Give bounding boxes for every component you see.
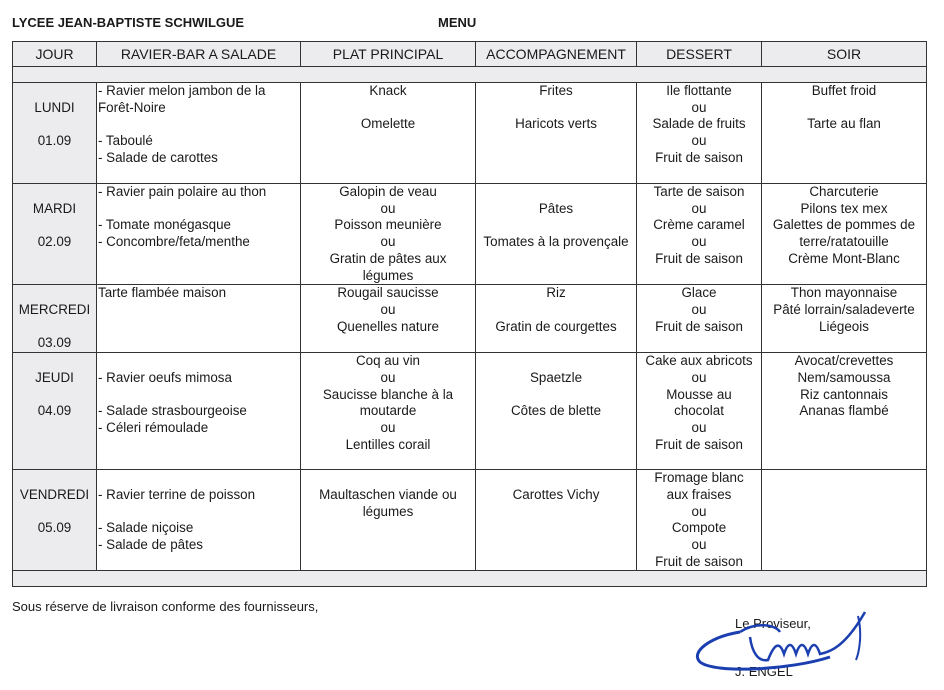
ravier-cell [97, 353, 301, 470]
plat-line: Rougail saucisse [337, 285, 439, 301]
soir-line: Tarte au flan [807, 116, 881, 132]
ravier-line: - Ravier terrine de poisson [98, 486, 256, 502]
ravier-cell [97, 184, 301, 285]
soir-cell [762, 285, 927, 353]
plat-cell [301, 285, 476, 353]
plat-line: ou [380, 420, 396, 436]
signatory-name: J. ENGEL [735, 664, 793, 679]
ravier-line: - Salade strasbourgeoise [98, 403, 247, 419]
dessert-cell [637, 83, 762, 184]
accomp-line: Tomates à la provençale [483, 234, 629, 250]
dessert-line: Fruit de saison [655, 149, 743, 165]
day-date: 04.09 [37, 403, 72, 419]
accomp-cell [476, 184, 637, 285]
day-row [13, 184, 927, 285]
dessert-line: Fromage blanc [654, 470, 744, 486]
ravier-cell [97, 470, 301, 571]
ravier-line: Forêt-Noire [98, 99, 166, 115]
supply-note: Sous réserve de livraison conforme des fournisseurs, [12, 599, 319, 614]
plat-line: légumes [362, 267, 414, 283]
day-name: MARDI [32, 200, 77, 216]
plat-cell [301, 83, 476, 184]
ravier-line: - Ravier melon jambon de la [98, 83, 266, 98]
spacer-row [13, 571, 927, 587]
plat-cell [301, 470, 476, 571]
plat-line: ou [380, 301, 396, 317]
dessert-cell [637, 184, 762, 285]
accomp-line: Haricots verts [515, 116, 597, 132]
column-header: DESSERT [637, 42, 762, 67]
day-date: 05.09 [37, 520, 72, 536]
soir-line: Avocat/crevettes [794, 353, 894, 369]
plat-line: Lentilles corail [345, 436, 431, 452]
soir-line: Pilons tex mex [800, 200, 888, 216]
day-cell [13, 353, 97, 470]
dessert-line: Crème caramel [653, 217, 745, 233]
soir-line: Charcuterie [809, 184, 879, 199]
dessert-line: Fruit de saison [655, 553, 743, 569]
soir-line: Galettes de pommes de [772, 217, 916, 233]
plat-line: ou [380, 234, 396, 250]
dessert-line: Glace [681, 285, 717, 301]
dessert-line: ou [691, 369, 707, 385]
signatory-title: Le Proviseur, [735, 616, 811, 631]
dessert-line: Mousse au [666, 386, 732, 402]
ravier-line: - Ravier pain polaire au thon [98, 184, 267, 199]
plat-line: légumes [362, 503, 414, 519]
dessert-cell [637, 285, 762, 353]
plat-line: moutarde [359, 403, 417, 419]
dessert-cell [637, 470, 762, 571]
ravier-line: - Salade niçoise [98, 520, 194, 536]
day-date: 03.09 [37, 335, 72, 351]
dessert-line: Fruit de saison [655, 436, 743, 452]
dessert-line: Ile flottante [666, 83, 732, 98]
column-header: ACCOMPAGNEMENT [476, 42, 637, 67]
signature-image [680, 602, 880, 682]
ravier-line: - Tomate monégasque [98, 217, 231, 233]
dessert-line: Cake aux abricots [645, 353, 753, 369]
column-header: RAVIER-BAR A SALADE [97, 42, 301, 67]
school-name: LYCEE JEAN-BAPTISTE SCHWILGUE [12, 15, 245, 30]
plat-line: Saucisse blanche à la [322, 386, 454, 402]
accomp-line: Riz [546, 285, 566, 301]
soir-line: Nem/samoussa [797, 369, 891, 385]
day-row [13, 285, 927, 353]
ravier-line: - Ravier oeufs mimosa [98, 369, 232, 385]
accomp-cell [476, 83, 637, 184]
day-name: LUNDI [34, 99, 75, 115]
soir-line: Ananas flambé [799, 403, 889, 419]
plat-line: ou [380, 369, 396, 385]
dessert-line: ou [691, 503, 707, 519]
header-row [13, 42, 927, 67]
ravier-cell [97, 83, 301, 184]
ravier-line: - Salade de pâtes [98, 537, 203, 552]
day-row [13, 470, 927, 571]
soir-line: Liégeois [819, 318, 869, 334]
soir-line: Buffet froid [811, 83, 877, 98]
ravier-line: - Céleri rémoulade [98, 420, 209, 435]
dessert-line: Compote [671, 520, 727, 536]
plat-line: Gratin de pâtes aux [329, 250, 447, 266]
spacer-row [13, 67, 927, 83]
dessert-line: ou [691, 133, 707, 149]
plat-line: ou [380, 200, 396, 216]
dessert-line: ou [691, 234, 707, 250]
menu-title: MENU [438, 15, 477, 30]
accomp-line: Frites [539, 83, 573, 98]
day-cell [13, 470, 97, 571]
plat-line: Maultaschen viande ou [319, 486, 457, 502]
soir-line: terre/ratatouille [799, 234, 889, 250]
ravier-cell [97, 285, 301, 353]
accomp-cell [476, 470, 637, 571]
accomp-cell [476, 353, 637, 470]
column-header: PLAT PRINCIPAL [301, 42, 476, 67]
dessert-line: ou [691, 301, 707, 317]
soir-line: Pâté lorrain/saladeverte [773, 301, 915, 317]
plat-cell [301, 184, 476, 285]
ravier-line: Tarte flambée maison [98, 285, 227, 301]
ravier-line: - Taboulé [98, 133, 153, 149]
soir-line: Riz cantonnais [800, 386, 888, 402]
day-cell [13, 83, 97, 184]
day-date: 01.09 [37, 133, 72, 149]
accomp-line: Carottes Vichy [512, 486, 600, 502]
ravier-line: - Concombre/feta/menthe [98, 234, 250, 250]
day-name: JEUDI [35, 369, 74, 385]
accomp-line: Spaetzle [529, 369, 583, 385]
soir-line: Thon mayonnaise [790, 285, 898, 301]
day-name: MERCREDI [18, 301, 91, 317]
plat-line: Knack [369, 83, 407, 98]
soir-cell [762, 184, 927, 285]
plat-line: Galopin de veau [339, 184, 437, 199]
dessert-line: ou [691, 420, 707, 436]
plat-line: Coq au vin [355, 353, 421, 369]
plat-line: Omelette [360, 116, 416, 132]
ravier-line: - Salade de carottes [98, 149, 218, 165]
accomp-line: Côtes de blette [510, 403, 602, 419]
accomp-line: Pâtes [538, 200, 574, 216]
dessert-cell [637, 353, 762, 470]
dessert-line: Fruit de saison [655, 318, 743, 334]
accomp-cell [476, 285, 637, 353]
menu-table [12, 41, 927, 587]
plat-line: Poisson meunière [334, 217, 442, 233]
dessert-line: ou [691, 99, 707, 115]
day-row [13, 83, 927, 184]
day-cell [13, 285, 97, 353]
dessert-line: Tarte de saison [653, 184, 745, 199]
day-date: 02.09 [37, 234, 72, 250]
day-name: VENDREDI [19, 486, 90, 502]
column-header: JOUR [13, 42, 97, 67]
accomp-line: Gratin de courgettes [495, 318, 617, 334]
soir-cell [762, 83, 927, 184]
dessert-line: ou [691, 200, 707, 216]
dessert-line: ou [691, 537, 707, 553]
dessert-line: chocolat [674, 403, 724, 419]
plat-line: Quenelles nature [337, 318, 439, 334]
dessert-line: aux fraises [666, 486, 732, 502]
soir-cell [762, 353, 927, 470]
plat-cell [301, 353, 476, 470]
soir-cell [762, 470, 927, 571]
column-header: SOIR [762, 42, 927, 67]
day-row [13, 353, 927, 470]
soir-line: Crème Mont-Blanc [788, 250, 900, 266]
dessert-line: Salade de fruits [652, 116, 746, 132]
dessert-line: Fruit de saison [655, 250, 743, 266]
day-cell [13, 184, 97, 285]
